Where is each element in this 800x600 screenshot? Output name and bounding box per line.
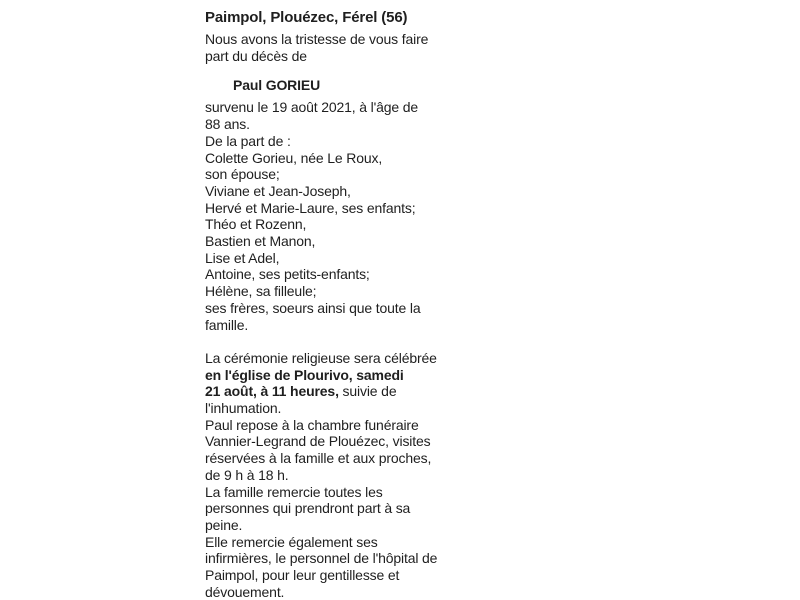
ceremony-date: 21 août, à 11 heures, — [205, 383, 339, 400]
notice-intro — [205, 31, 455, 64]
closing-line: infirmières, le personnel de l'hôpital de — [205, 550, 438, 567]
closing-line: Paul repose à la chambre funéraire — [205, 416, 419, 433]
notice-details — [205, 99, 455, 333]
obituary-notice — [205, 8, 455, 600]
closing-line: de 9 h à 18 h. — [205, 466, 289, 483]
closing-line: La famille remercie toutes les — [205, 483, 383, 500]
closing-line: Vannier-Legrand de Plouézec, visites — [205, 433, 431, 450]
closing-line: personnes qui prendront part à sa — [205, 500, 411, 517]
ceremony-line: La cérémonie religieuse sera célébrée — [205, 349, 437, 366]
ceremony-line: l'inhumation. — [205, 400, 282, 417]
closing-line: Paimpol, pour leur gentillesse et — [205, 567, 400, 584]
detail-line: ses frères, soeurs ainsi que toute la — [205, 299, 421, 316]
closing-info — [205, 417, 455, 600]
detail-line: Viviane et Jean-Joseph, — [205, 182, 351, 199]
ceremony-followup: suivie de — [338, 383, 397, 400]
notice-heading: Paimpol, Plouézec, Férel (56) — [205, 9, 408, 26]
detail-line: De la part de : — [205, 132, 291, 149]
ceremony-date-line — [205, 383, 455, 400]
ceremony-location: en l'église de Plourivo, samedi — [205, 366, 404, 383]
detail-line: survenu le 19 août 2021, à l'âge de — [205, 99, 419, 116]
detail-line: Colette Gorieu, née Le Roux, — [205, 149, 383, 166]
detail-line: Antoine, ses petits-enfants; — [205, 266, 370, 283]
detail-line: Lise et Adel, — [205, 249, 280, 266]
intro-line: Nous avons la tristesse de vous faire — [205, 31, 429, 47]
detail-line: Bastien et Manon, — [205, 233, 316, 250]
closing-line: dévouement. — [205, 583, 285, 600]
detail-line: son épouse; — [205, 166, 280, 183]
detail-line: Théo et Rozenn, — [205, 216, 307, 233]
paragraph-spacer — [205, 333, 455, 350]
detail-line: famille. — [205, 316, 249, 333]
intro-line: part du décès de — [205, 47, 307, 64]
closing-line: réservées à la famille et aux proches, — [205, 450, 432, 467]
detail-line: 88 ans. — [205, 116, 250, 133]
deceased-name: Paul GORIEU — [233, 77, 321, 94]
closing-line: Elle remercie également ses — [205, 533, 378, 550]
detail-line: Hélène, sa filleule; — [205, 283, 317, 300]
ceremony-info — [205, 350, 455, 417]
closing-line: peine. — [205, 516, 243, 533]
detail-line: Hervé et Marie-Laure, ses enfants; — [205, 199, 416, 216]
